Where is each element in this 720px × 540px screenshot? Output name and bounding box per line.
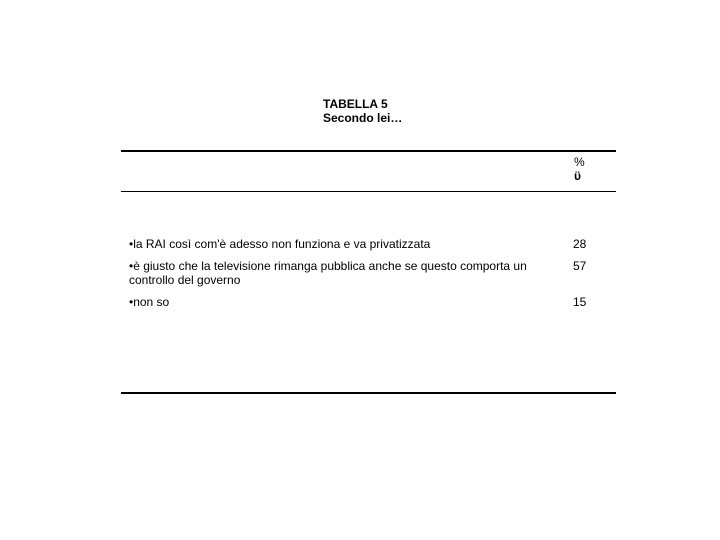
- bullet-icon: •: [129, 237, 134, 251]
- percent-header: %: [574, 155, 585, 169]
- row-value: 28: [573, 237, 587, 251]
- bullet-icon: •: [129, 295, 134, 309]
- row-label: •non so: [129, 295, 170, 309]
- column-header: [574, 155, 585, 183]
- column-symbol: ϋ: [574, 169, 581, 183]
- row-value: 15: [573, 295, 587, 309]
- header-rule: [121, 191, 616, 192]
- bottom-rule: [121, 392, 616, 394]
- row-label: •la RAI così com'è adesso non funziona e va privatizzata: [129, 237, 431, 251]
- table-subtitle: Secondo lei…: [323, 111, 403, 125]
- top-rule: [121, 150, 616, 152]
- row-label: •è giusto che la televisione rimanga pubblica anche se questo comporta un controllo del governo: [129, 259, 527, 287]
- table-title: TABELLA 5: [323, 97, 388, 111]
- row-value: 57: [573, 259, 587, 273]
- bullet-icon: •: [129, 259, 134, 273]
- table-title-block: [323, 97, 402, 125]
